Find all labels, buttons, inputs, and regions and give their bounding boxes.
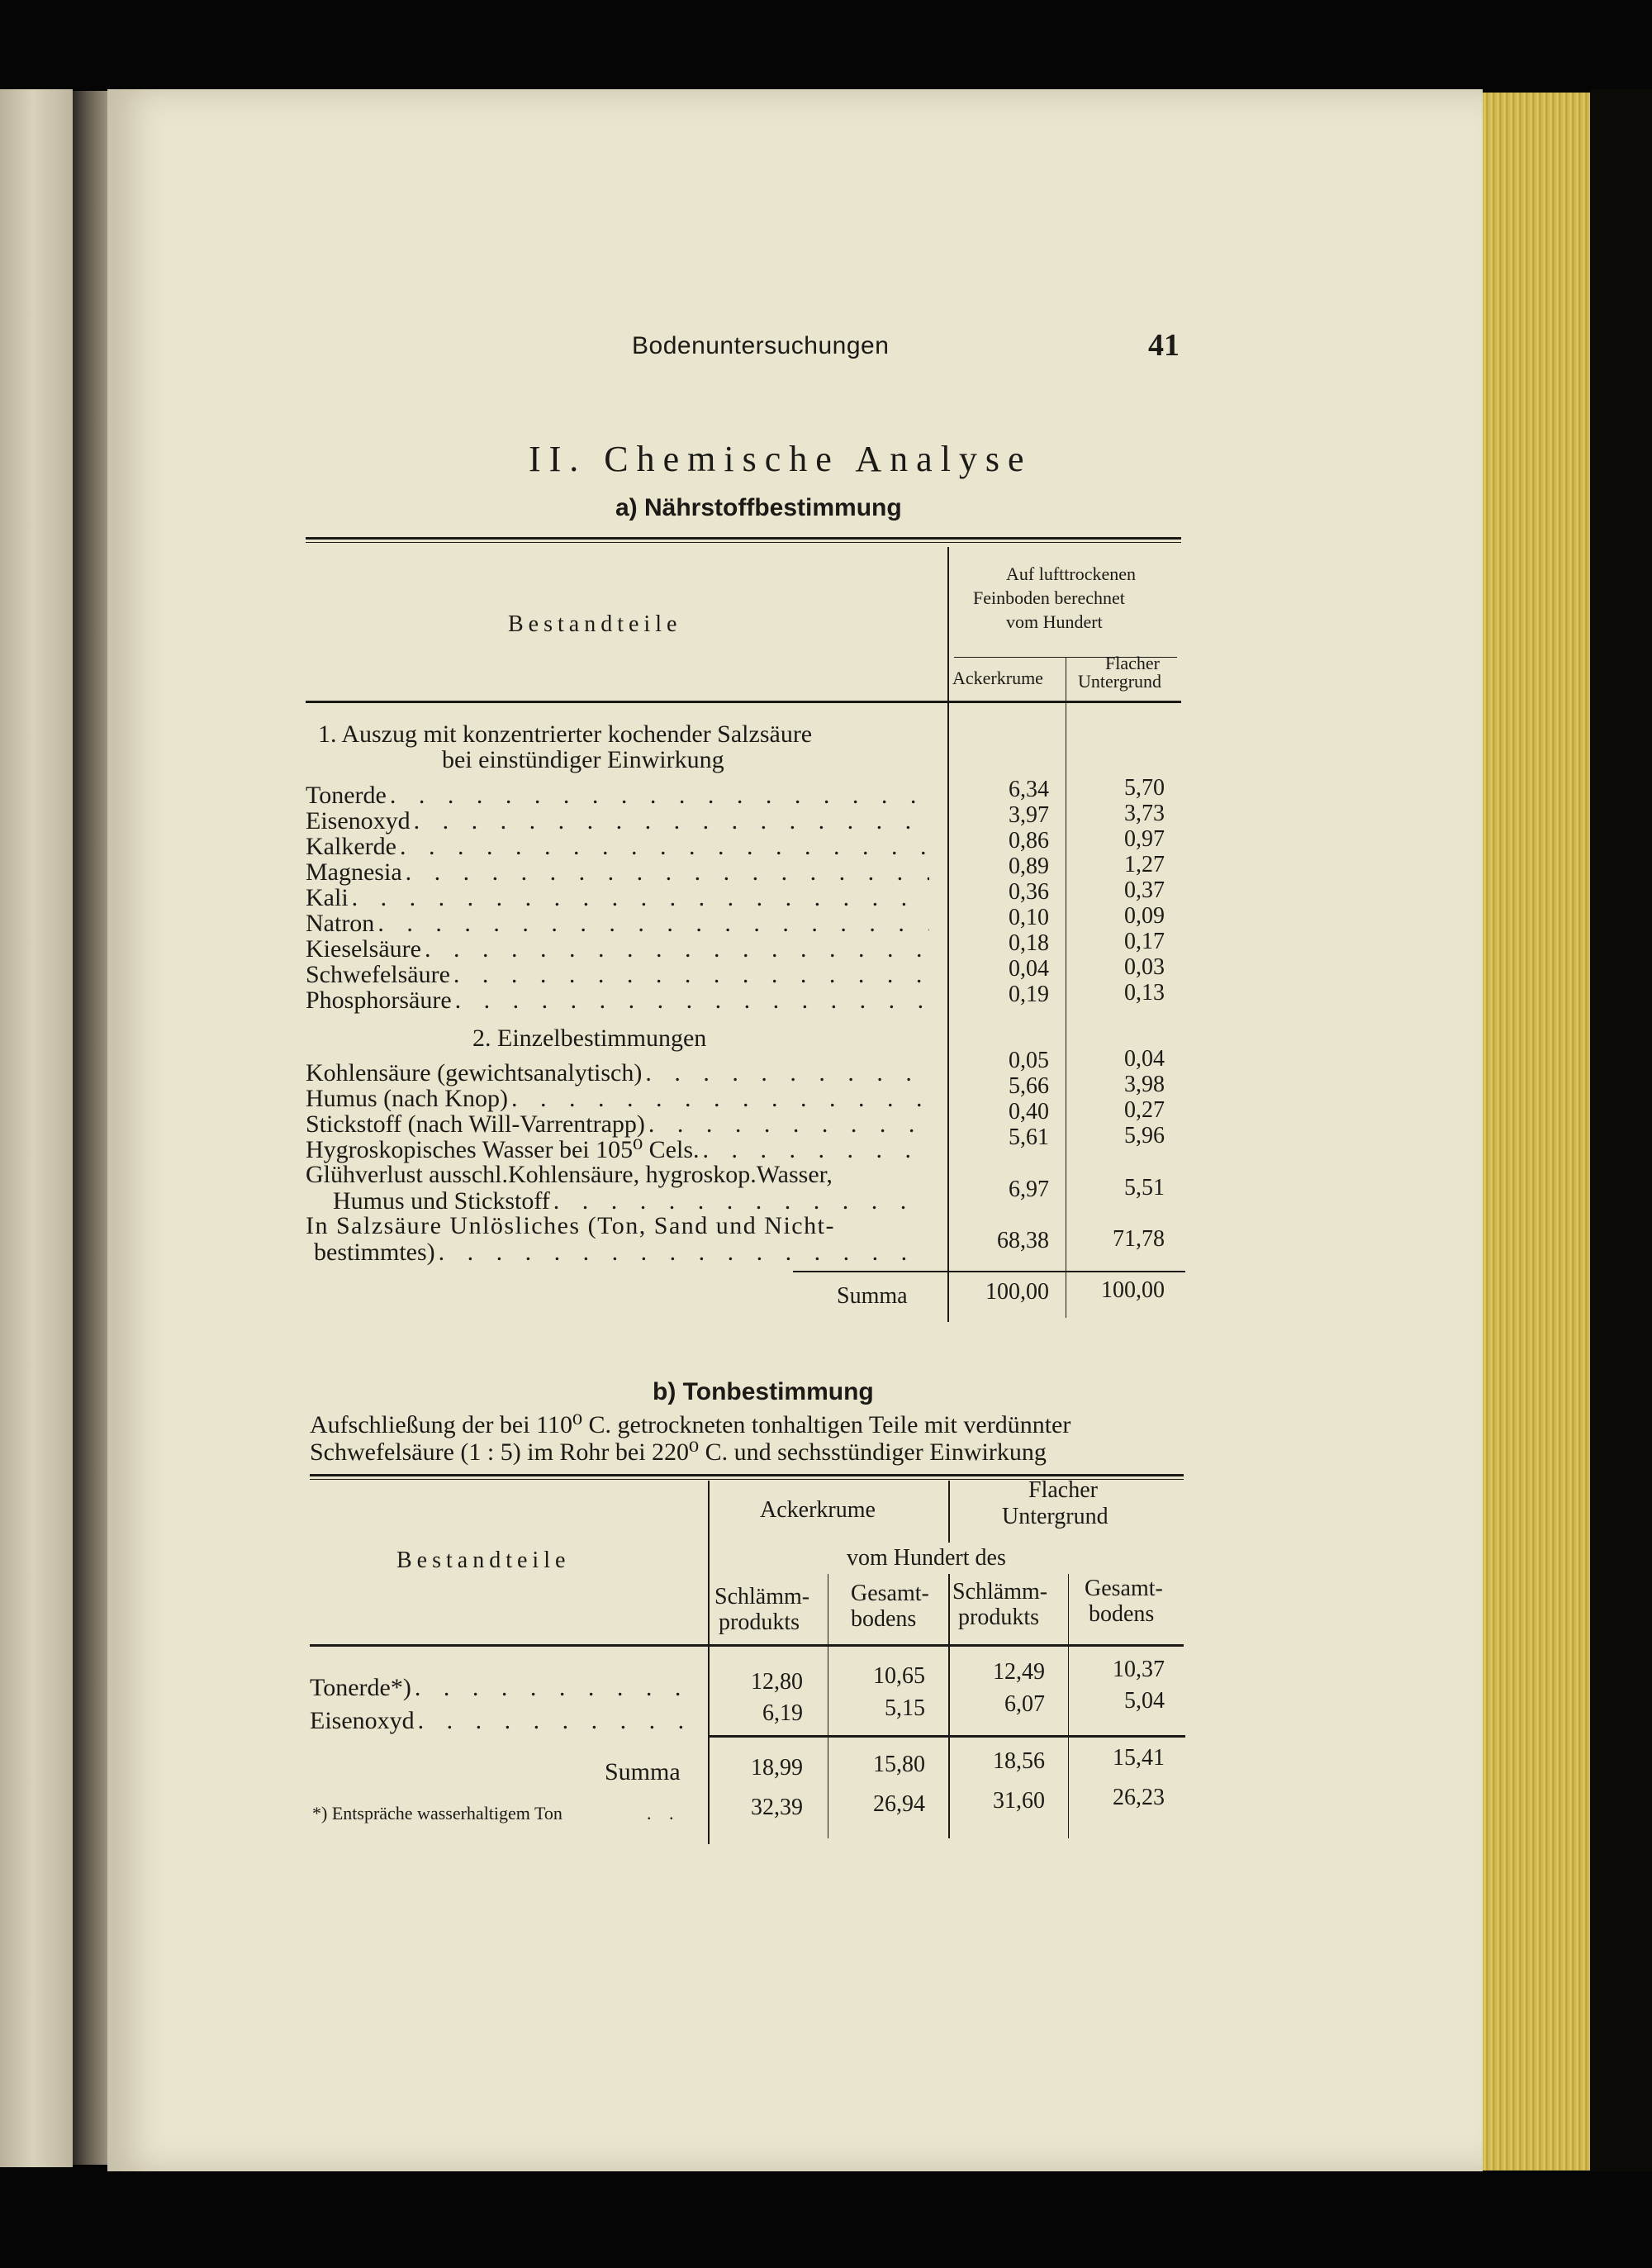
- table-b-header-vom-hundert: vom Hundert des: [847, 1545, 1006, 1571]
- row-label: Kieselsäure: [306, 935, 421, 963]
- table-row: [306, 936, 929, 963]
- table-b-header-rule: [310, 1644, 1184, 1647]
- value-untergrund: 1,27: [1124, 852, 1165, 877]
- value-untergrund: 5,70: [1124, 775, 1165, 801]
- value-untergrund: 0,97: [1124, 826, 1165, 852]
- row-label: Kohlensäure (gewichtsanalytisch): [306, 1059, 643, 1086]
- footnote-leader-dots: . .: [647, 1803, 681, 1823]
- leader-dots: [390, 782, 929, 809]
- value-ackerkrume: 6,97: [1009, 1177, 1049, 1202]
- value-ackerkrume: 0,19: [1009, 982, 1049, 1007]
- table-a-header-untergrund-line-1: Flacher: [1105, 653, 1160, 673]
- leader-dots: [425, 936, 929, 963]
- background-shadow: [1590, 89, 1652, 2171]
- header-schlamm-line-1: Schlämm-: [714, 1584, 810, 1609]
- value-ackerkrume: 0,10: [1009, 905, 1049, 930]
- section-title: II. Chemische Analyse: [529, 439, 1032, 479]
- group-2-title: 2. Einzelbestimmungen: [472, 1025, 707, 1052]
- value-untergrund: 0,09: [1124, 903, 1165, 929]
- row-label: Phosphorsäure: [306, 987, 452, 1014]
- table-row: [306, 1137, 929, 1163]
- table-b-header-untergrund-line-2: Untergrund: [1002, 1504, 1108, 1529]
- value-untergrund: 0,13: [1124, 980, 1165, 1006]
- leader-dots: [453, 962, 929, 988]
- value-ackerkrume: 0,89: [1009, 853, 1049, 879]
- table-row: [306, 962, 929, 988]
- table-a-header-ackerkrume: Ackerkrume: [952, 668, 1043, 688]
- table-a-top-rule: [306, 537, 1181, 540]
- value-untergrund: 0,17: [1124, 929, 1165, 954]
- leader-dots: [377, 911, 929, 937]
- leader-dots: [703, 1137, 930, 1163]
- table-row: [310, 1708, 694, 1734]
- summa-untergrund: 100,00: [1101, 1277, 1165, 1303]
- header-gesamt-line-1: Gesamt-: [851, 1581, 929, 1606]
- left-page-edge: [0, 89, 73, 2167]
- group-1-title-line-2: bei einstündiger Einwirkung: [442, 746, 724, 773]
- value-ackerkrume-schlamm: 12,80: [751, 1669, 803, 1695]
- value-untergrund: 0,37: [1124, 877, 1165, 903]
- summa-untergrund-schlamm: 18,56: [993, 1748, 1045, 1774]
- value-untergrund: 0,27: [1124, 1097, 1165, 1123]
- table-row: [306, 987, 929, 1014]
- table-row: [310, 1675, 694, 1701]
- value-ackerkrume: 0,86: [1009, 828, 1049, 853]
- summa-ackerkrume-schlamm: 18,99: [751, 1755, 803, 1781]
- value-ackerkrume: 0,40: [1009, 1099, 1049, 1124]
- summa-ackerkrume-gesamt: 15,80: [873, 1752, 925, 1777]
- header-schlamm-line-1: Schlämm-: [952, 1579, 1048, 1605]
- summa-label: Summa: [837, 1283, 908, 1309]
- value-untergrund: 3,73: [1124, 801, 1165, 826]
- table-b-header-ackerkrume: Ackerkrume: [760, 1497, 876, 1523]
- table-b-column-divider-3: [1068, 1574, 1069, 1838]
- value-ackerkrume-schlamm: 6,19: [762, 1700, 803, 1726]
- footnote-label: *) Entspräche wasserhaltigem Ton: [312, 1803, 563, 1823]
- footnote-untergrund-schlamm: 31,60: [993, 1788, 1045, 1814]
- leader-dots: [645, 1060, 929, 1086]
- footnote-untergrund-gesamt: 26,23: [1113, 1785, 1165, 1810]
- table-a-header-basis-line-1: Auf lufttrockenen: [1006, 563, 1136, 584]
- table-b-header-untergrund-line-1: Flacher: [1028, 1477, 1098, 1503]
- table-a-top-rule-thin: [306, 542, 1181, 543]
- value-ackerkrume: 0,05: [1009, 1048, 1049, 1073]
- table-row: [306, 808, 929, 834]
- row-label: Humus (nach Knop): [306, 1085, 508, 1112]
- part-b-intro-line-2: Schwefelsäure (1 : 5) im Rohr bei 220⁰ C. und sechsstündiger Einwirkung: [310, 1438, 1047, 1466]
- value-ackerkrume: 6,34: [1009, 777, 1049, 802]
- row-label: Tonerde*): [310, 1674, 411, 1701]
- summa-untergrund-gesamt: 15,41: [1113, 1745, 1165, 1771]
- running-head-title: Bodenuntersuchungen: [632, 332, 890, 359]
- row-label: Hygroskopisches Wasser bei 105⁰ Cels.: [306, 1136, 700, 1163]
- row-label: Schwefelsäure: [306, 961, 450, 988]
- footnote-ackerkrume-schlamm: 32,39: [751, 1795, 803, 1820]
- table-row: [306, 834, 929, 860]
- value-ackerkrume: 0,18: [1009, 930, 1049, 956]
- row-label: Kali: [306, 884, 349, 911]
- table-row: [314, 1239, 929, 1266]
- table-b-top-rule: [310, 1474, 1184, 1476]
- row-label: Tonerde: [306, 782, 387, 809]
- value-ackerkrume-gesamt: 5,15: [885, 1695, 925, 1721]
- value-untergrund-gesamt: 10,37: [1113, 1657, 1165, 1682]
- value-untergrund: 5,51: [1124, 1175, 1165, 1201]
- value-untergrund-schlamm: 6,07: [1004, 1691, 1045, 1717]
- part-b-intro-line-1: Aufschließung der bei 110⁰ C. getrockneten tonhaltigen Teile mit verdünnter: [310, 1411, 1071, 1438]
- table-b-header-bestandteile: Bestandteile: [396, 1548, 571, 1573]
- row-label: Eisenoxyd: [306, 807, 411, 834]
- value-untergrund: 3,98: [1124, 1072, 1165, 1097]
- unloesliches-label-line-1: In Salzsäure Unlösliches (Ton, Sand und Nicht-: [306, 1212, 835, 1239]
- table-row: [306, 885, 929, 911]
- summa-label: Summa: [605, 1758, 681, 1785]
- value-untergrund: 0,04: [1124, 1046, 1165, 1072]
- leader-dots: [511, 1086, 929, 1112]
- table-row: [306, 911, 929, 937]
- value-ackerkrume: 5,61: [1009, 1124, 1049, 1150]
- page-number: 41: [1148, 328, 1180, 363]
- value-untergrund: 5,96: [1124, 1123, 1165, 1148]
- table-b-column-divider-2: [948, 1574, 950, 1838]
- header-schlamm-line-2: produkts: [958, 1605, 1039, 1630]
- table-a-header-bestandteile: Bestandteile: [508, 611, 682, 637]
- leader-dots: [455, 987, 929, 1014]
- value-untergrund-gesamt: 5,04: [1124, 1688, 1165, 1714]
- leader-dots: [648, 1111, 929, 1138]
- part-b-heading: b) Tonbestimmung: [653, 1378, 874, 1405]
- table-a-header-basis-line-2: Feinboden berechnet: [973, 587, 1125, 608]
- value-ackerkrume: 68,38: [997, 1228, 1049, 1253]
- leader-dots: [406, 859, 929, 886]
- row-label: Kalkerde: [306, 833, 396, 860]
- table-row: [306, 1060, 929, 1086]
- leader-dots: [414, 808, 929, 834]
- table-a-vertical-divider: [947, 547, 949, 1322]
- header-gesamt-line-1: Gesamt-: [1085, 1576, 1163, 1601]
- table-b-vertical-divider: [708, 1481, 710, 1844]
- table-row: [333, 1188, 929, 1215]
- row-label: Stickstoff (nach Will-Varrentrapp): [306, 1110, 645, 1138]
- table-a-header-rule: [306, 701, 1181, 703]
- table-a-header-basis-line-3: vom Hundert: [1006, 611, 1103, 632]
- row-label: Natron: [306, 910, 375, 937]
- gluehverlust-label-line-1: Glühverlust ausschl.Kohlensäure, hygroskop.Wasser,: [306, 1161, 833, 1188]
- leader-dots: [553, 1188, 929, 1215]
- header-gesamt-line-2: bodens: [1089, 1601, 1155, 1627]
- leader-dots: [418, 1708, 694, 1734]
- gilded-page-edges: [1483, 93, 1590, 2171]
- value-untergrund: 0,03: [1124, 954, 1165, 980]
- value-ackerkrume: 3,97: [1009, 802, 1049, 828]
- row-label: Eisenoxyd: [310, 1707, 415, 1734]
- table-a-header-untergrund-line-2: Untergrund: [1078, 671, 1162, 692]
- table-row: [306, 782, 929, 809]
- part-a-heading: a) Nährstoffbestimmung: [615, 494, 902, 521]
- header-gesamt-line-2: bodens: [851, 1606, 917, 1632]
- group-1-title-line-1: 1. Auszug mit konzentrierter kochender Salzsäure: [318, 720, 813, 748]
- table-b-group-divider-top: [948, 1481, 950, 1543]
- table-a-summa-rule: [793, 1271, 1185, 1272]
- value-untergrund: 71,78: [1113, 1226, 1165, 1252]
- table-row: [306, 859, 929, 886]
- value-ackerkrume: 0,36: [1009, 879, 1049, 905]
- table-row: [306, 1111, 929, 1138]
- footnote-ackerkrume-gesamt: 26,94: [873, 1791, 925, 1817]
- value-ackerkrume: 0,04: [1009, 956, 1049, 982]
- leader-dots: [415, 1675, 694, 1701]
- value-ackerkrume: 5,66: [1009, 1073, 1049, 1099]
- table-row: [306, 1086, 929, 1112]
- book-gutter: [73, 91, 107, 2165]
- header-schlamm-line-2: produkts: [719, 1609, 800, 1635]
- leader-dots: [439, 1239, 929, 1266]
- row-label: Humus und Stickstoff: [333, 1187, 550, 1215]
- value-untergrund-schlamm: 12,49: [993, 1659, 1045, 1685]
- summa-ackerkrume: 100,00: [985, 1279, 1049, 1305]
- value-ackerkrume-gesamt: 10,65: [873, 1663, 925, 1689]
- leader-dots: [400, 834, 929, 860]
- leader-dots: [352, 885, 929, 911]
- row-label: bestimmtes): [314, 1239, 435, 1266]
- row-label: Magnesia: [306, 858, 402, 886]
- table-b-summa-rule: [708, 1735, 1185, 1738]
